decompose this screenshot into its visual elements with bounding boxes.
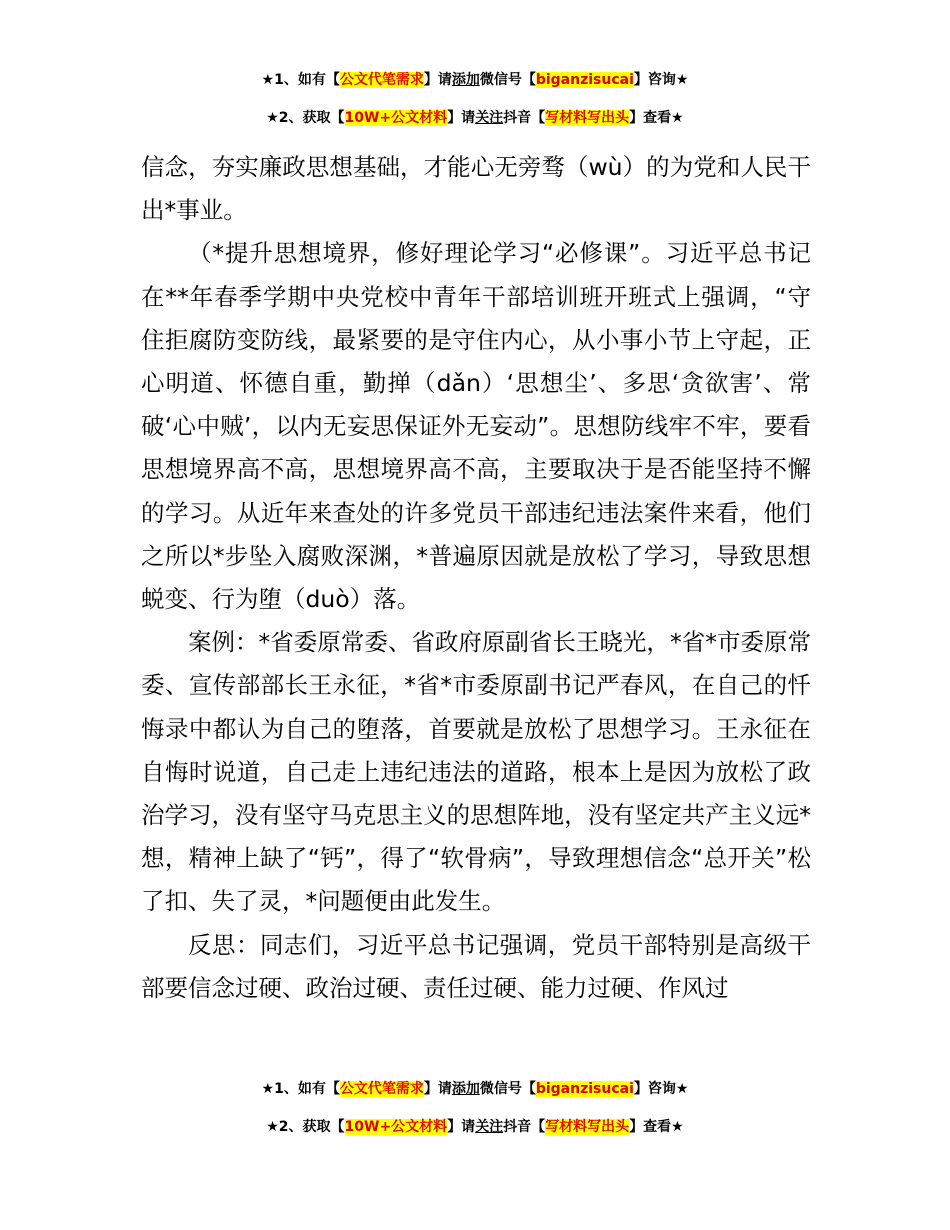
paragraph-reflection: 反思：同志们，习近平总书记强调，党员干部特别是高级干部要信念过硬、政治过硬、责任过硬、能力过硬、作风过 xyxy=(141,930,811,1002)
follow-underlined: 关注 xyxy=(475,110,504,126)
banner-text: 】请 xyxy=(447,110,476,126)
banner-text: 】查看★ xyxy=(629,1119,684,1135)
banner-text: 】请 xyxy=(423,72,452,88)
paragraph-thought-realm: （*提升思想境界，修好理论学习“必修课”。习近平总书记在**年春季学期中央党校中青年干部培训班开班式上强调，“守住拒腐防变防线，最紧要的是守住内心，从小事小节上守起，正心明道、怀德自重，勤掸（dǎn）‘思想尘’、多思‘贪欲害’、常破‘心中贼’，以内无妄思保证外无妄动”。思想防线牢不牢，要看思想境界高不高，思想境界高不高，主要取决于是否能坚持不懈的学习。从近年来查处的许多党员干部违纪违法案件来看，他们之所以*步坠入腐败深渊，*普遍原因就是放松了学习，导致思想蜕变、行为堕（duò）落。 xyxy=(141,239,811,614)
wechat-id-highlight: biganzisucai xyxy=(535,72,634,88)
banner-text: 】请 xyxy=(423,1081,452,1097)
footer-banner-line-2 xyxy=(0,1117,950,1137)
document-body xyxy=(141,146,811,1010)
banner-text: ★1、如有【 xyxy=(261,1081,340,1097)
banner-text: ★1、如有【 xyxy=(261,72,340,88)
banner-text: 抖音【 xyxy=(503,110,546,126)
douyin-highlight: 写材料写出头 xyxy=(545,110,630,126)
add-underlined: 添加 xyxy=(451,1081,480,1097)
banner-text: ★2、获取【 xyxy=(266,110,345,126)
banner-text: ★2、获取【 xyxy=(266,1119,345,1135)
materials-highlight: 10W+公文材料 xyxy=(344,110,448,126)
banner-text: 抖音【 xyxy=(503,1119,546,1135)
banner-text: 】咨询★ xyxy=(633,1081,689,1097)
footer-banner-line-1 xyxy=(0,1079,950,1099)
banner-text: 】请 xyxy=(447,1119,476,1135)
wechat-id-highlight: biganzisucai xyxy=(535,1081,634,1097)
header-banner-line-1 xyxy=(0,70,950,90)
banner-text: 微信号【 xyxy=(479,72,536,88)
paragraph-case: 案例：*省委原常委、省政府原副省长王晓光，*省*市委原常委、宣传部部长王永征，*省*市委原副书记严春风，在自己的忏悔录中都认为自己的堕落，首要就是放松了思想学习。王永征在自悔时说道，自己走上违纪违法的道路，根本上是因为放松了政治学习，没有坚守马克思主义的思想阵地，没有坚定共产主义远*想，精神上缺了“钙”，得了“软骨病”，导致理想信念“总开关”松了扣、失了灵，*问题便由此发生。 xyxy=(141,628,811,916)
service-highlight: 公文代笔需求 xyxy=(339,72,424,88)
service-highlight: 公文代笔需求 xyxy=(339,1081,424,1097)
follow-underlined: 关注 xyxy=(475,1119,504,1135)
banner-text: 】咨询★ xyxy=(633,72,689,88)
header-banner-line-2 xyxy=(0,108,950,128)
banner-text: 】查看★ xyxy=(629,110,684,126)
banner-text: 微信号【 xyxy=(479,1081,536,1097)
paragraph-continuation: 信念，夯实廉政思想基础，才能心无旁骛（wù）的为党和人民干出*事业。 xyxy=(141,153,811,225)
materials-highlight: 10W+公文材料 xyxy=(344,1119,448,1135)
douyin-highlight: 写材料写出头 xyxy=(545,1119,630,1135)
add-underlined: 添加 xyxy=(451,72,480,88)
